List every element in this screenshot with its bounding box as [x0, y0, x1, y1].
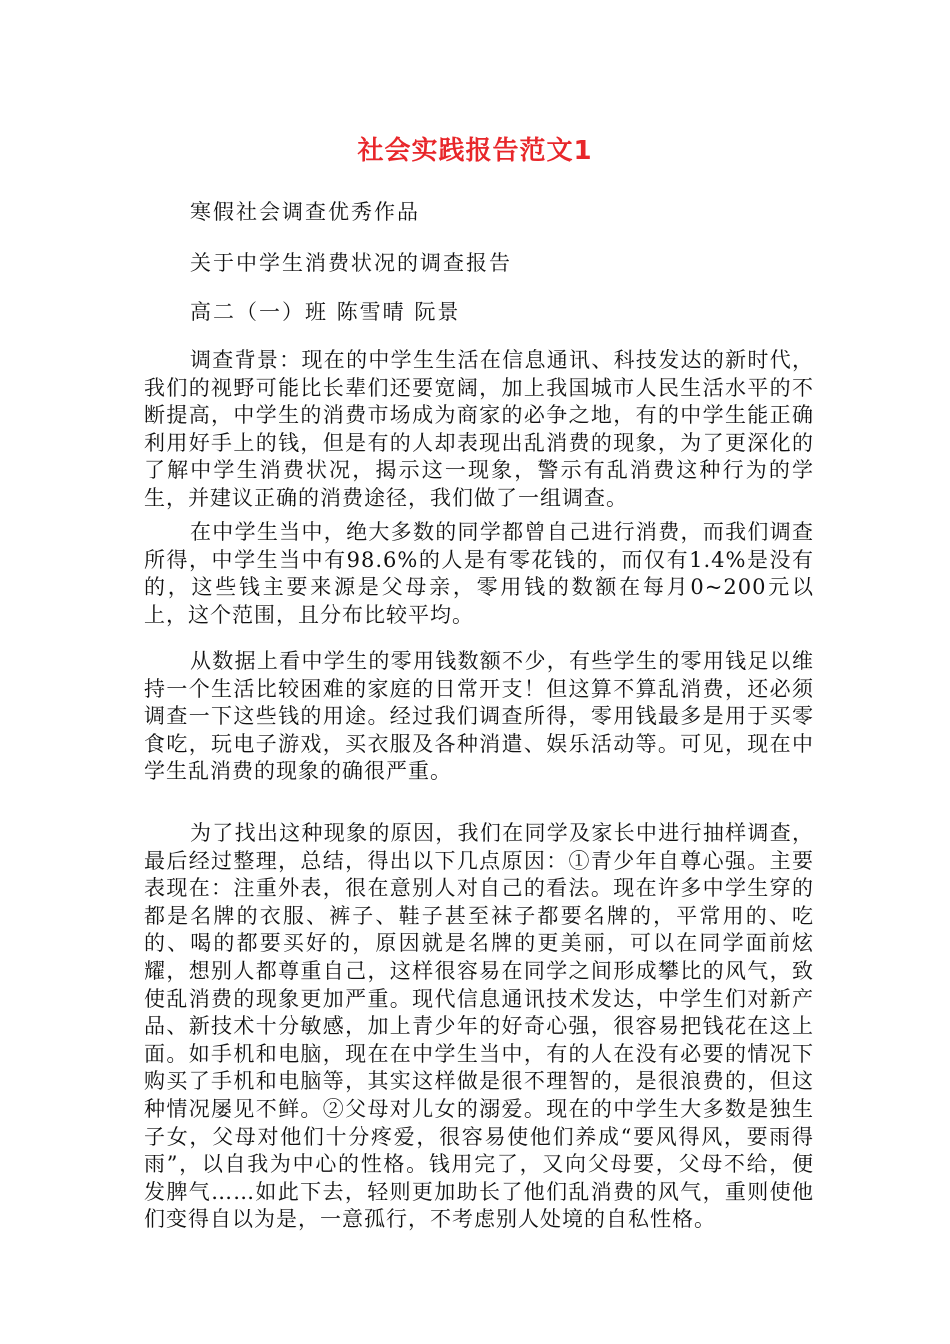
paragraph-usage: 从数据上看中学生的零用钱数额不少，有些学生的零用钱足以维持一个生活比较困难的家庭的日常开支！但这算不算乱消费，还必须调查一下这些钱的用途。经过我们调查所得，零用钱最多是用于买零食吃，玩电子游戏，买衣服及各种消遣、娱乐活动等。可见，现在中学生乱消费的现象的确很严重。 — [144, 649, 814, 784]
paragraph-background: 调查背景：现在的中学生生活在信息通讯、科技发达的新时代，我们的视野可能比长辈们还要宽阔，加上我国城市人民生活水平的不断提高，中学生的消费市场成为商家的必争之地，有的中学生能正确利用好手上的钱，但是有的人却表现出乱消费的现象，为了更深化的了解中学生消费状况，揭示这一现象，警示有乱消费这种行为的学生，并建议正确的消费途径，我们做了一组调查。 — [144, 348, 814, 510]
subtitle-competition: 寒假社会调查优秀作品 — [190, 200, 420, 224]
subtitle-report-topic: 关于中学生消费状况的调查报告 — [190, 251, 512, 275]
document-title: 社会实践报告范文1 — [357, 136, 593, 166]
paragraph-statistics: 在中学生当中，绝大多数的同学都曾自己进行消费，而我们调查所得，中学生当中有98.6%的人是有零花钱的，而仅有1.4%是没有的，这些钱主要来源是父母亲，零用钱的数额在每月0~200元以上，这个范围，且分布比较平均。 — [144, 520, 814, 627]
paragraph-causes: 为了找出这种现象的原因，我们在同学及家长中进行抽样调查，最后经过整理，总结，得出以下几点原因：①青少年自尊心强。主要表现在：注重外表，很在意别人对自己的看法。现在许多中学生穿的都是名牌的衣服、裤子、鞋子甚至袜子都要名牌的，平常用的、吃的、喝的都要买好的，原因就是名牌的更美丽，可以在同学面前炫耀，想别人都尊重自己，这样很容易在同学之间形成攀比的风气，致使乱消费的现象更加严重。现代信息通讯技术发达，中学生们对新产品、新技术十分敏感，加上青少年的好奇心强，很容易把钱花在这上面。如手机和电脑，现在在中学生当中，有的人在没有必要的情况下购买了手机和电脑等，其实这样做是很不理智的，是很浪费的，但这种情况屡见不鲜。②父母对儿女的溺爱。现在的中学生大多数是独生子女，父母对他们十分疼爱，很容易使他们养成“要风得风，要雨得雨”，以自我为中心的性格。钱用完了，又向父母要，父母不给，便发脾气……如此下去，轻则更加助长了他们乱消费的风气，重则使他们变得自以为是，一意孤行，不考虑别人处境的自私性格。 — [144, 821, 814, 1232]
author-line: 高二（一）班 陈雪晴 阮景 — [190, 300, 461, 324]
